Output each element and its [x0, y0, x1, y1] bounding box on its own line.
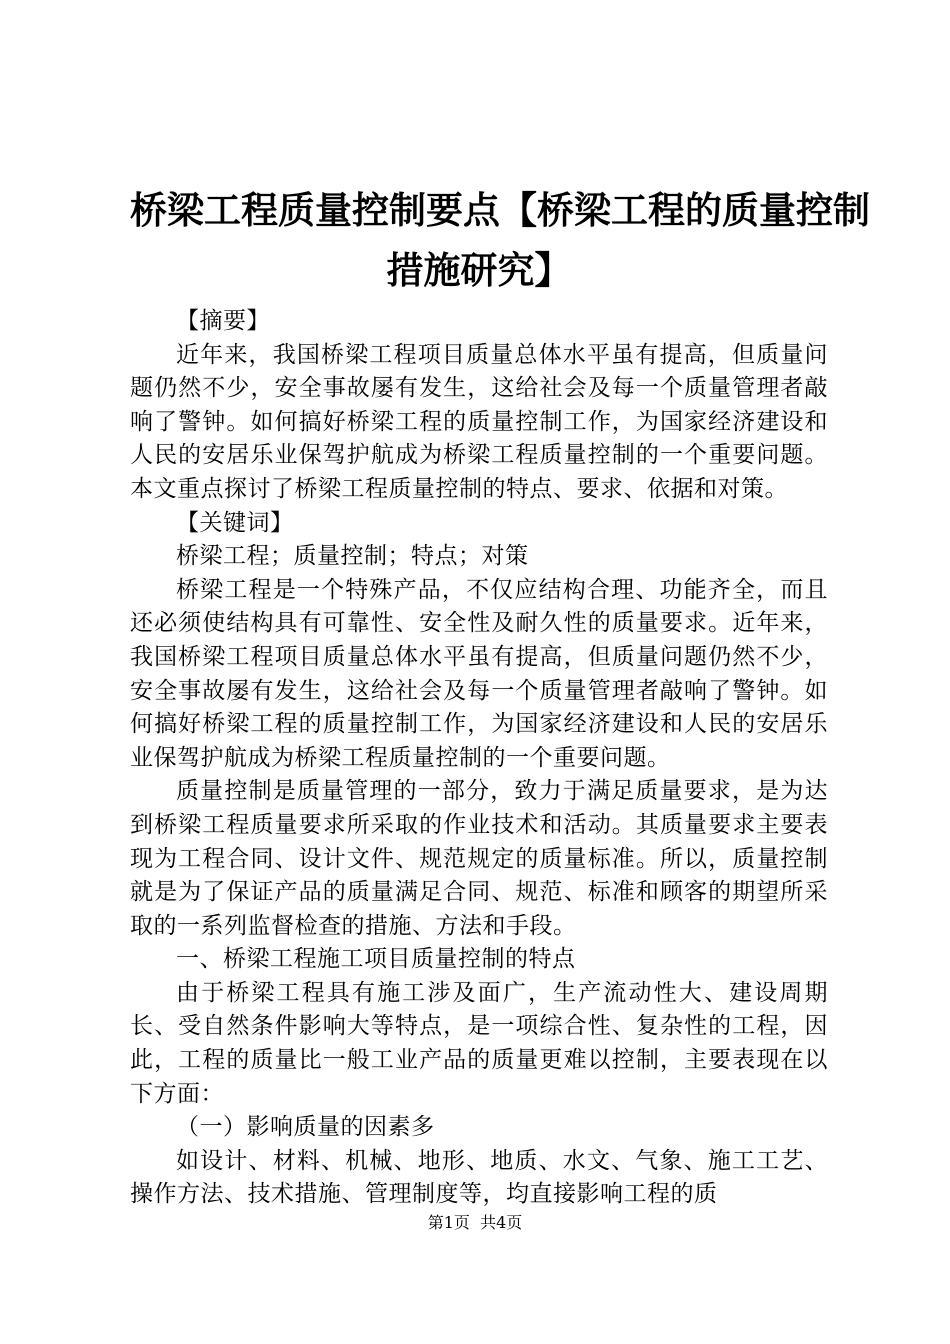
- document-title: [130, 180, 870, 300]
- document-body: [130, 305, 828, 1212]
- keywords-heading: 【关键词】: [176, 509, 294, 536]
- page-footer: [0, 1213, 950, 1233]
- section-heading: 一、桥梁工程施工项目质量控制的特点: [176, 946, 576, 973]
- page-number-label: 第1页 共4页: [427, 1213, 523, 1232]
- title-line-1: 桥梁工程质量控制要点【桥梁工程的质量控制: [130, 188, 870, 232]
- body-paragraph: 由于桥梁工程具有施工涉及面广，生产流动性大、建设周期长、受自然条件影响大等特点，是一项综合性、复杂性的工程，因此，工程的质量比一般工业产品的质量更难以控制，主要表现在以下方面：: [130, 979, 828, 1107]
- abstract-heading: 【摘要】: [176, 308, 270, 334]
- keywords-list: 桥梁工程；质量控制；特点；对策: [176, 543, 529, 570]
- subsection-heading: （一）影响质量的因素多: [176, 1114, 435, 1141]
- document-page: [130, 180, 870, 1212]
- body-paragraph: 如设计、材料、机械、地形、地质、水文、气象、施工工艺、操作方法、技术措施、管理制度等，均直接影响工程的质: [130, 1147, 828, 1208]
- body-paragraph: 质量控制是质量管理的一部分，致力于满足质量要求，是为达到桥梁工程质量要求所采取的作业技术和活动。其质量要求主要表现为工程合同、设计文件、规范规定的质量标准。所以，质量控制就是为了保证产品的质量满足合同、规范、标准和顾客的期望所采取的一系列监督检查的措施、方法和手段。: [130, 778, 828, 939]
- abstract-paragraph: 近年来，我国桥梁工程项目质量总体水平虽有提高，但质量问题仍然不少，安全事故屡有发生，这给社会及每一个质量管理者敲响了警钟。如何搞好桥梁工程的质量控制工作，为国家经济建设和人民的安居乐业保驾护航成为桥梁工程质量控制的一个重要问题。本文重点探讨了桥梁工程质量控制的特点、要求、依据和对策。: [130, 341, 828, 502]
- title-line-2: 措施研究】: [386, 248, 572, 292]
- body-paragraph: 桥梁工程是一个特殊产品，不仅应结构合理、功能齐全，而且还必须使结构具有可靠性、安全性及耐久性的质量要求。近年来，我国桥梁工程项目质量总体水平虽有提高，但质量问题仍然不少，安全事故屡有发生，这给社会及每一个质量管理者敲响了警钟。如何搞好桥梁工程的质量控制工作，为国家经济建设和人民的安居乐业保驾护航成为桥梁工程质量控制的一个重要问题。: [130, 576, 828, 771]
